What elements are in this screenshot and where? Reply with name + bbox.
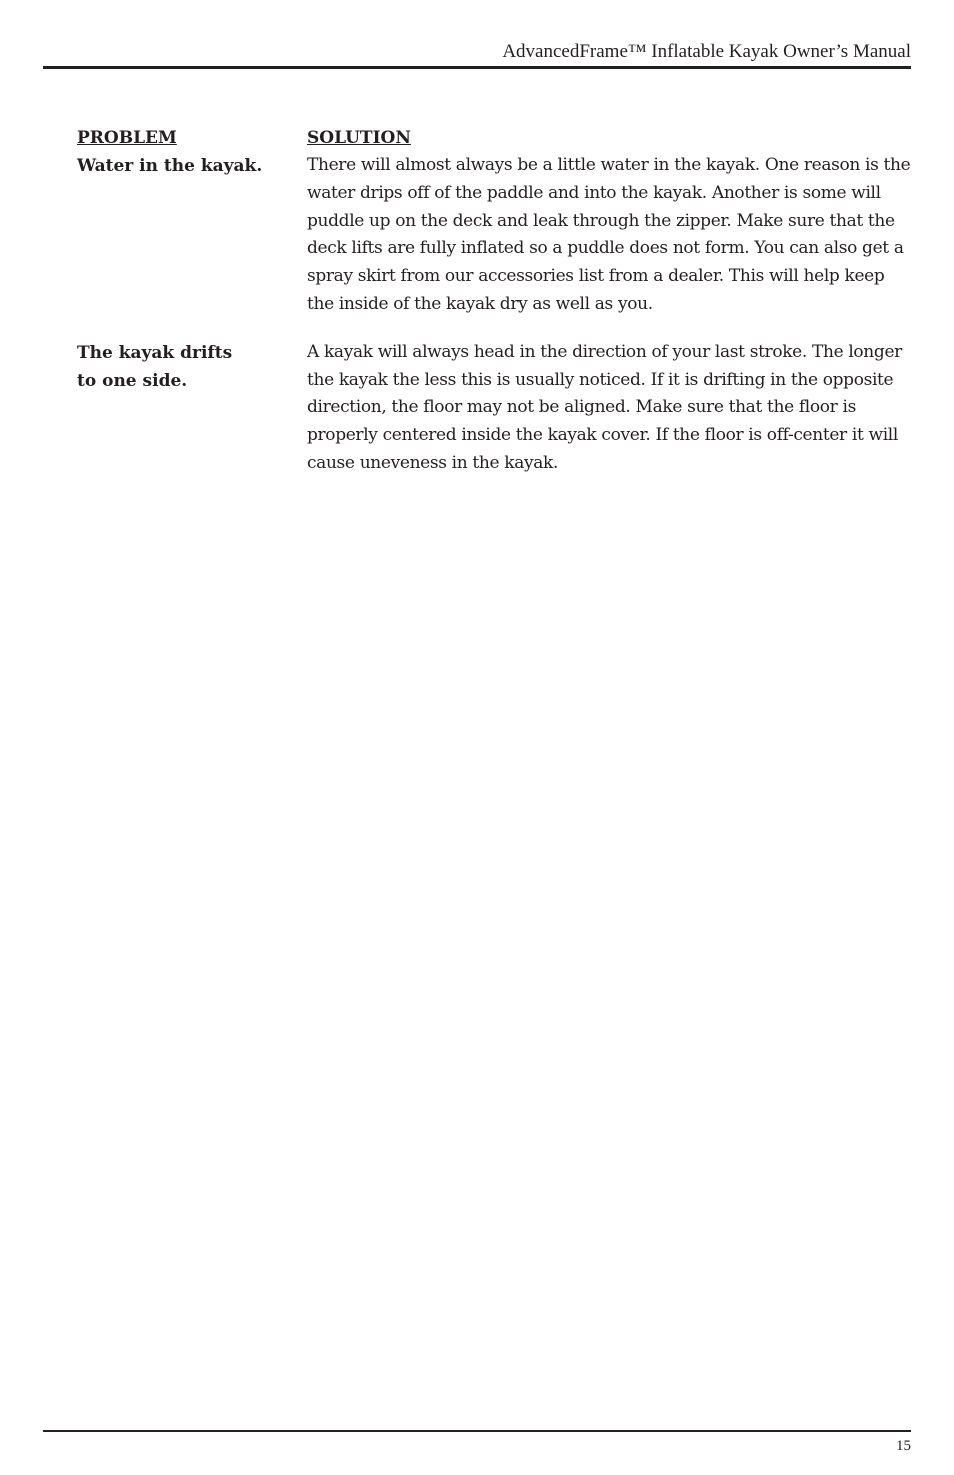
troubleshooting-table <box>77 124 911 478</box>
problem-text: Water in the kayak. <box>77 156 263 176</box>
table-header-row <box>77 124 911 152</box>
header-rule <box>43 66 911 69</box>
solution-text: A kayak will always head in the direction of your last stroke. The longer the kayak the less this is usually noticed. If it is drifting in the opposite direction, the floor may not be aligned. Make sure that the floor is properly centered inside the kayak cover. If the floor is off-center it will cause uneveness in the kayak. <box>307 341 902 473</box>
table-row <box>77 339 911 478</box>
solution-heading: SOLUTION <box>307 128 411 148</box>
page-footer <box>43 1425 911 1465</box>
manual-title: AdvancedFrame™ Inflatable Kayak Owner’s Manual <box>502 41 911 62</box>
page-number: 15 <box>896 1438 911 1454</box>
problem-text: The kayak drifts to one side. <box>77 342 233 391</box>
table-row <box>77 152 911 319</box>
problem-heading: PROBLEM <box>77 128 177 148</box>
footer-rule <box>43 1430 911 1432</box>
page-header <box>43 0 911 70</box>
solution-text: There will almost always be a little water in the kayak. One reason is the water drips off of the paddle and into the kayak. Another is some will puddle up on the deck and leak through the zipper. Make sure that the deck lifts are fully inflated so a puddle does not form. You can also get a spray skirt from our accessories list from a dealer. This will help keep the inside of the kayak dry as well as you. <box>307 155 911 314</box>
